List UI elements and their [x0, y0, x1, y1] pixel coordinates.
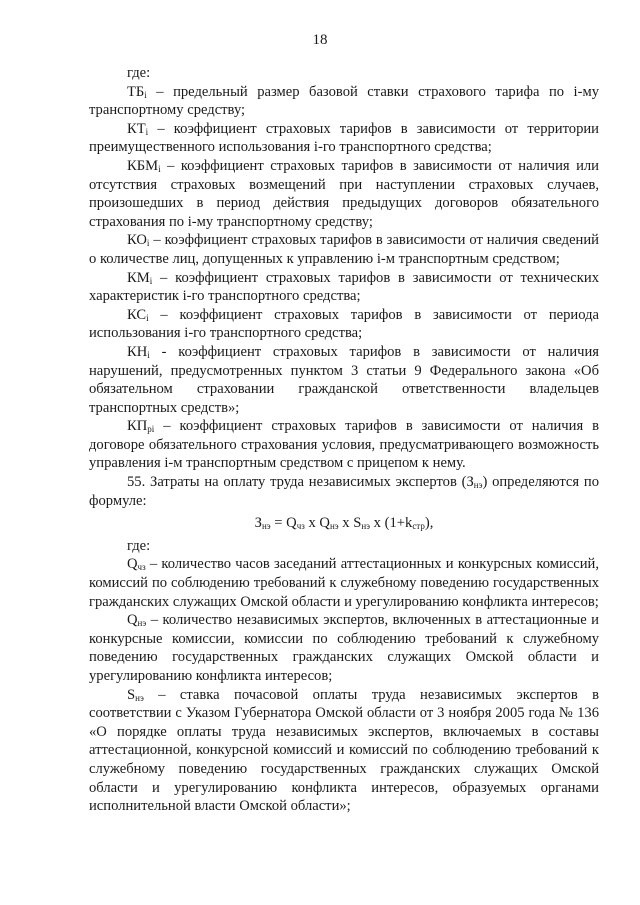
formula-subscript: нэ	[361, 521, 371, 532]
symbol-subscript: i	[146, 238, 150, 249]
formula-part: x (1+k	[370, 515, 413, 532]
formula-part: = Q	[270, 515, 297, 532]
formula	[89, 514, 599, 533]
symbol-subscript: нэ	[137, 618, 147, 629]
definition-text: – количество часов заседаний аттестационных и конкурсных комиссий, комиссий по соблюдению требований к служебному поведению государственных гражданских служащих Омской области и урегулированию конфликта интересов;	[89, 556, 599, 610]
symbol-subscript: чз	[137, 562, 146, 573]
definition-kt	[89, 120, 599, 157]
symbol: Q	[127, 612, 138, 629]
symbol: КС	[127, 306, 147, 323]
symbol-subscript: i	[158, 163, 161, 174]
formula-part: З	[254, 515, 262, 532]
definition-text: – коэффициент страховых тарифов в зависимости от периода использования i-го транспортного средства;	[89, 306, 599, 342]
definition-ko	[89, 231, 599, 268]
definition-kp	[89, 417, 599, 473]
definition-tb	[89, 83, 599, 120]
formula-subscript: чз	[296, 521, 305, 532]
item-55-text: 55. Затраты на оплату труда независимых экспертов (З	[127, 474, 474, 491]
definition-text: – коэффициент страховых тарифов в зависимости от технических характеристик i-го транспортного средства;	[89, 269, 599, 305]
definition-text: – коэффициент страховых тарифов в зависимости от наличия в договоре обязательного страхования условия, предусматривающего возможность управления i-м транспортным средством с прицепом к нему.	[89, 418, 599, 472]
definition-text: – предельный размер базовой ставки страхового тарифа по i-му транспортному средству;	[89, 83, 599, 119]
formula-part: ),	[424, 515, 434, 532]
symbol-subscript: pi	[147, 424, 155, 435]
symbol-subscript: i	[146, 312, 149, 323]
definition-ks	[89, 306, 599, 343]
symbol-subscript: i	[147, 349, 150, 360]
definition-text: - коэффициент страховых тарифов в зависимости от наличия нарушений, предусмотренных пунктом 3 статьи 9 Федерального закона «Об обязательном страховании гражданской ответственности владельцев транспортных средств»;	[89, 343, 599, 416]
symbol: КО	[127, 232, 147, 249]
definition-sne	[89, 686, 599, 816]
symbol-subscript: i	[144, 89, 147, 100]
item-55	[89, 473, 599, 510]
symbol: КТ	[127, 120, 146, 137]
symbol: КМ	[127, 269, 150, 286]
formula-subscript: нэ	[261, 521, 271, 532]
definition-qchz	[89, 555, 599, 611]
symbol: ТБ	[127, 83, 145, 100]
where-label: где:	[127, 537, 151, 554]
formula-part: x Q	[304, 515, 330, 532]
symbol-subscript: нэ	[473, 480, 483, 491]
definition-text: – количество независимых экспертов, включенных в аттестационные и конкурсные комиссии, комиссии по соблюдению требований к служебному поведению государственных гражданских служащих Омской области и урегулированию конфликта интересов;	[89, 612, 599, 684]
symbol: КП	[127, 418, 148, 435]
symbol: КН	[127, 343, 148, 360]
formula-subscript: нэ	[329, 521, 339, 532]
symbol-subscript: нэ	[135, 692, 144, 703]
symbol-subscript: i	[149, 275, 153, 286]
definition-kn	[89, 343, 599, 417]
definition-text: – коэффициент страховых тарифов в зависимости от наличия сведений о количестве лиц, допущенных к управлению i-м транспортным средством;	[89, 232, 599, 267]
symbol: S	[127, 686, 136, 703]
symbol: КБМ	[127, 157, 159, 174]
document-body	[89, 64, 599, 816]
symbol: Q	[127, 556, 138, 573]
definition-kbm	[89, 157, 599, 231]
definition-qne	[89, 611, 599, 685]
definition-text: – коэффициент страховых тарифов в зависимости от территории преимущественного использования i-го транспортного средства;	[89, 120, 599, 156]
definition-km	[89, 269, 599, 306]
formula-part: x S	[338, 515, 362, 532]
page-number: 18	[312, 32, 328, 48]
definition-text: – ставка почасовой оплаты труда независимых экспертов в соответствии с Указом Губернатора Омской области от 3 ноября 2005 года № 136 «О порядке оплаты труда независимых экспертов, включаемых в составы аттестационной, конкурсной комиссий и комиссий по соблюдению требований к служебному поведению государственных гражданских служащих Омской области и урегулированию конфликта интересов, образуемых органами исполнительной власти Омской области»;	[89, 686, 599, 815]
definition-text: – коэффициент страховых тарифов в зависимости от наличия или отсутствия страховых возмещений при наступлении страховых случаев, произошедших в период действия предыдущих договоров обязательного страхования по i-му транспортному средству;	[89, 157, 599, 230]
formula-subscript: стр	[412, 521, 425, 532]
item-55-text-end: ) определяются по формуле:	[89, 474, 599, 509]
symbol-subscript: i	[145, 126, 149, 137]
where-label: где:	[127, 65, 151, 81]
